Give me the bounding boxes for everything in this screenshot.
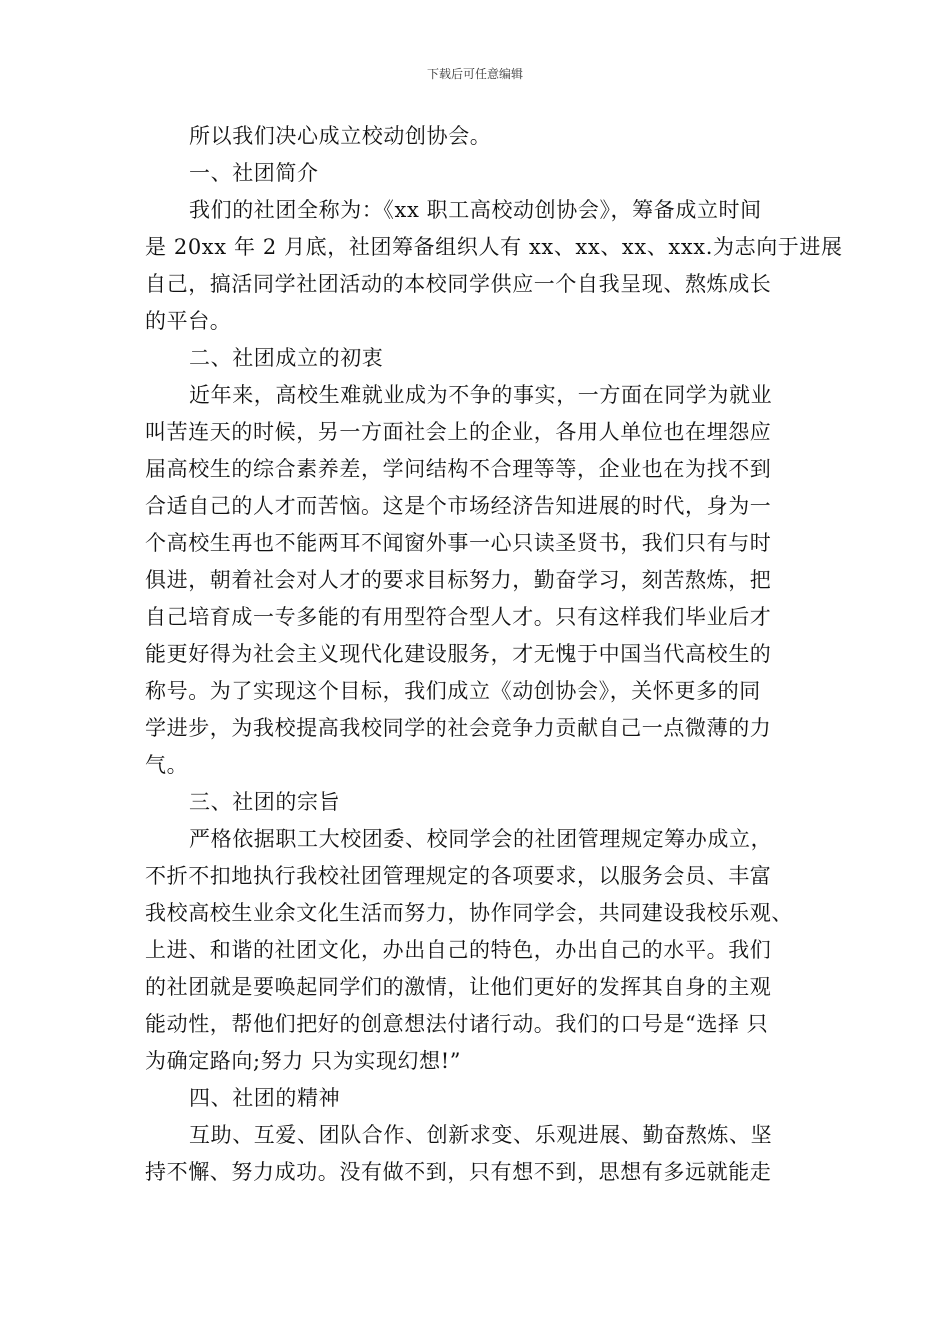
text-line: 能动性，帮他们把好的创意想法付诸行动。我们的口号是“选择 只 bbox=[145, 1012, 769, 1036]
text-line: 为确定路向;努力 只为实现幻想!” bbox=[145, 1049, 462, 1073]
text-line: 能更好得为社会主义现代化建设服务，才无愧于中国当代高校生的 bbox=[145, 642, 772, 666]
text-line: 学进步，为我校提高我校同学的社会竞争力贡献自己一点微薄的力 bbox=[145, 716, 772, 740]
document-body bbox=[145, 118, 843, 1191]
text-line: 我校高校生业余文化生活而努力，协作同学会，共同建设我校乐观、 bbox=[145, 901, 793, 925]
text-line: 一、社团简介 bbox=[189, 161, 319, 185]
text-line: 三、社团的宗旨 bbox=[189, 790, 341, 814]
text-line: 持不懈、努力成功。没有做不到，只有想不到，思想有多远就能走 bbox=[145, 1160, 772, 1184]
text-line: 严格依据职工大校团委、校同学会的社团管理规定筹办成立， bbox=[189, 827, 773, 851]
text-line: 叫苦连天的时候，另一方面社会上的企业，各用人单位也在埋怨应 bbox=[145, 420, 772, 444]
text-line: 届高校生的综合素养差，学问结构不合理等等，企业也在为找不到 bbox=[145, 457, 772, 481]
page-header: 下载后可任意编辑 bbox=[426, 67, 523, 81]
text-line: 不折不扣地执行我校社团管理规定的各项要求，以服务会员、丰富 bbox=[145, 864, 772, 888]
text-line: 俱进，朝着社会对人才的要求目标努力，勤奋学习，刻苦熬炼，把 bbox=[145, 568, 772, 592]
text-line: 气。 bbox=[145, 753, 189, 777]
text-line: 近年来，高校生难就业成为不争的事实，一方面在同学为就业 bbox=[189, 383, 773, 407]
text-line: 上进、和谐的社团文化，办出自己的特色，办出自己的水平。我们 bbox=[145, 938, 772, 962]
text-line: 二、社团成立的初衷 bbox=[189, 346, 384, 370]
text-line: 四、社团的精神 bbox=[189, 1086, 341, 1110]
text-line: 的社团就是要唤起同学们的激情，让他们更好的发挥其自身的主观 bbox=[145, 975, 772, 999]
text-line: 我们的社团全称为：《xx 职工高校动创协会》，筹备成立时间 bbox=[189, 198, 762, 222]
text-line: 自己培育成一专多能的有用型符合型人才。只有这样我们毕业后才 bbox=[145, 605, 772, 629]
text-line: 合适自己的人才而苦恼。这是个市场经济告知进展的时代，身为一 bbox=[145, 494, 772, 518]
text-line: 是 20xx 年 2 月底，社团筹备组织人有 xx、xx、xx、xxx.为志向于进展 bbox=[145, 235, 843, 259]
text-line: 称号。为了实现这个目标，我们成立《动创协会》，关怀更多的同 bbox=[145, 679, 761, 703]
text-line: 互助、互爱、团队合作、创新求变、乐观进展、勤奋熬炼、坚 bbox=[189, 1123, 773, 1147]
text-line: 的平台。 bbox=[145, 309, 232, 333]
text-line: 个高校生再也不能两耳不闻窗外事一心只读圣贤书，我们只有与时 bbox=[145, 531, 772, 555]
text-line: 所以我们决心成立校动创协会。 bbox=[189, 124, 492, 148]
text-line: 自己，搞活同学社团活动的本校同学供应一个自我呈现、熬炼成长 bbox=[145, 272, 772, 296]
